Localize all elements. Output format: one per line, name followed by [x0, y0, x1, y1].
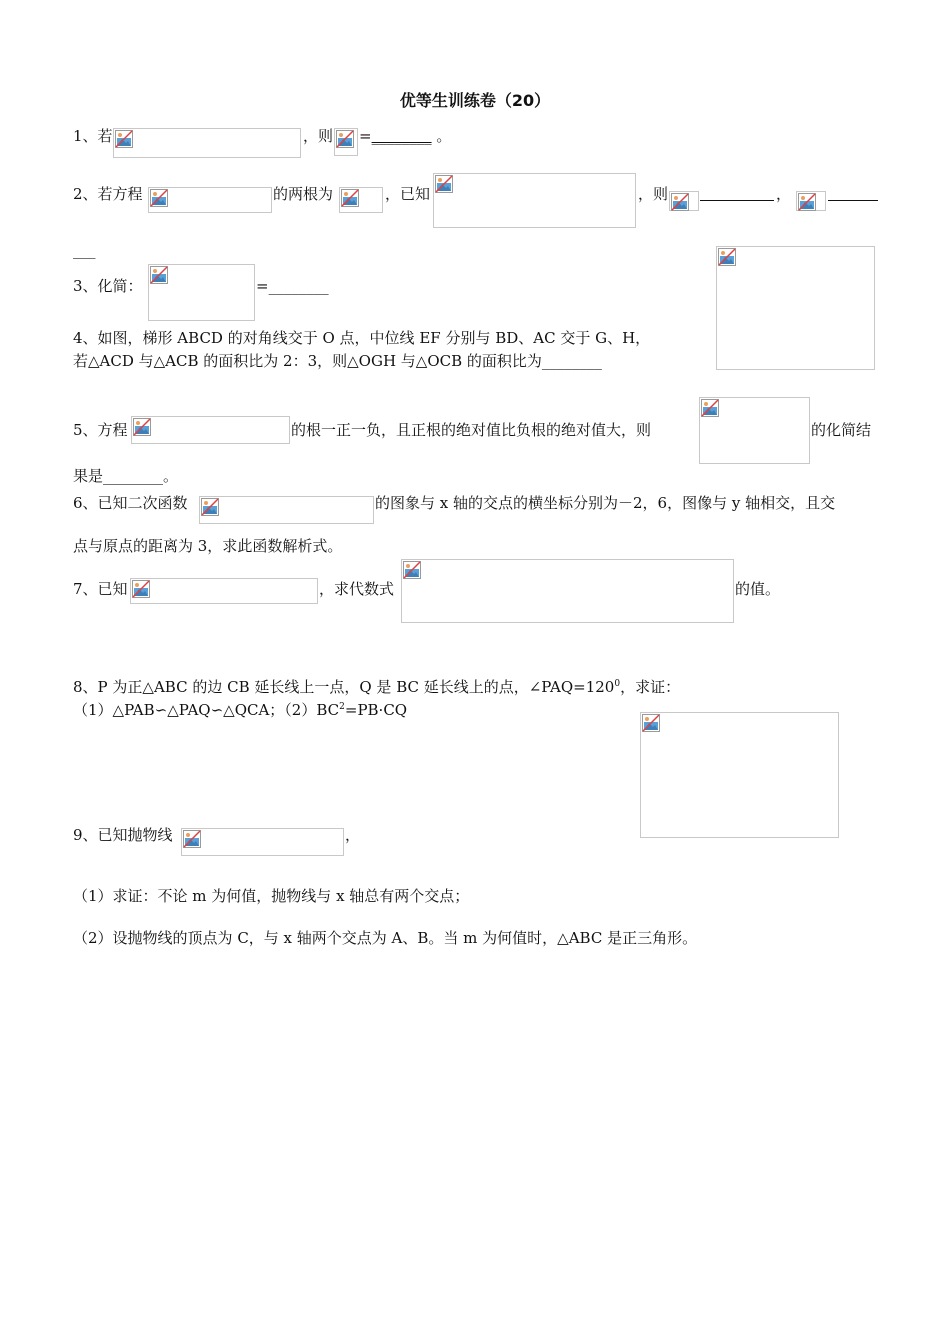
q2-blank-1: [700, 186, 774, 201]
q5-condition-text: 的根一正一负，且正根的绝对值比负根的绝对值大，则: [291, 421, 652, 439]
q1-variable-image: [334, 128, 358, 156]
q5-suffix: 的化简结: [811, 421, 872, 439]
q7-condition-image: [130, 578, 318, 604]
q2-blank-2: [828, 186, 878, 201]
broken-image-icon: [642, 714, 660, 732]
q5-expression-image: [699, 397, 810, 464]
broken-image-icon: [150, 189, 168, 207]
q2-prefix: 2、若方程: [73, 185, 143, 203]
q2-roots-text: 的两根为: [273, 185, 334, 203]
broken-image-icon: [341, 189, 359, 207]
q1-then: ，则: [303, 127, 334, 145]
q9-part-1: （1）求证：不论 m 为何值，抛物线与 x 轴总有两个交点；: [73, 887, 470, 905]
broken-image-icon: [435, 175, 453, 193]
broken-image-icon: [201, 498, 219, 516]
broken-image-icon: [701, 399, 719, 417]
q7-prefix: 7、已知: [73, 580, 128, 598]
q9-parabola-image: [181, 828, 344, 856]
broken-image-icon: [150, 266, 168, 284]
q6-line-2: 点与原点的距离为 3，求此函数解析式。: [73, 537, 343, 555]
q5-line-2: 果是________。: [73, 467, 179, 485]
q5-equation-image: [131, 416, 290, 444]
q9-prefix: 9、已知抛物线: [73, 826, 173, 844]
q4-line-1: 4、如图，梯形 ABCD 的对角线交于 O 点，中位线 EF 分别与 BD、AC 交于 G、H，: [73, 329, 651, 347]
q1-prefix: 1、若: [73, 127, 113, 145]
q2-then-text: ，则: [638, 185, 669, 203]
q7-suffix: 的值。: [735, 580, 781, 598]
q1-formula-image: [113, 128, 301, 158]
q7-text: ，求代数式: [319, 580, 395, 598]
q3-expression-image: [148, 264, 255, 321]
broken-image-icon: [671, 193, 689, 211]
broken-image-icon: [718, 248, 736, 266]
broken-image-icon: [115, 130, 133, 148]
broken-image-icon: [132, 580, 150, 598]
q4-trapezoid-figure: [716, 246, 875, 370]
q2-roots-image: [339, 187, 383, 213]
q8-triangle-figure: [640, 712, 839, 838]
q5-prefix: 5、方程: [73, 421, 128, 439]
q6-text: 的图象与 x 轴的交点的横坐标分别为－2，6，图像与 y 轴相交，且交: [375, 494, 836, 512]
q2-known-text: ，已知: [385, 185, 431, 203]
broken-image-icon: [183, 830, 201, 848]
q6-function-image: [199, 496, 374, 524]
q9-comma: ，: [345, 826, 361, 844]
broken-image-icon: [133, 418, 151, 436]
q2-var2-image: [796, 191, 826, 211]
page-title: 优等生训练卷（20）: [399, 91, 551, 110]
q2-var1-image: [669, 191, 699, 211]
q9-part-2: （2）设抛物线的顶点为 C，与 x 轴两个交点为 A、B。当 m 为何值时，△ABC 是正三角形。: [73, 929, 698, 947]
q8-line-1: 8、P 为正△ABC 的边 CB 延长线上一点，Q 是 BC 延长线上的点，$\angle PAQ=120^0$，求证：: [73, 678, 681, 696]
q7-expression-image: [401, 559, 734, 623]
broken-image-icon: [403, 561, 421, 579]
q1-equals: =________ 。: [359, 127, 452, 145]
q8-line-2: （1）△PAB∽△PAQ∽△QCA；$(2)BC^2=PB\cdot CQ$: [73, 701, 408, 719]
q6-prefix: 6、已知二次函数: [73, 494, 188, 512]
q2-comma: ，: [776, 185, 792, 203]
q2-equation-image: [148, 187, 272, 213]
q2-blank-continuation: ___: [73, 241, 96, 259]
q3-prefix: 3、化简：: [73, 277, 143, 295]
q4-line-2: 若△ACD 与△ACB 的面积比为 2：3，则△OGH 与△OCB 的面积比为________: [73, 352, 602, 370]
broken-image-icon: [798, 193, 816, 211]
broken-image-icon: [336, 130, 354, 148]
q3-answer-blank: =________: [256, 277, 329, 295]
q2-condition-image: [433, 173, 636, 228]
